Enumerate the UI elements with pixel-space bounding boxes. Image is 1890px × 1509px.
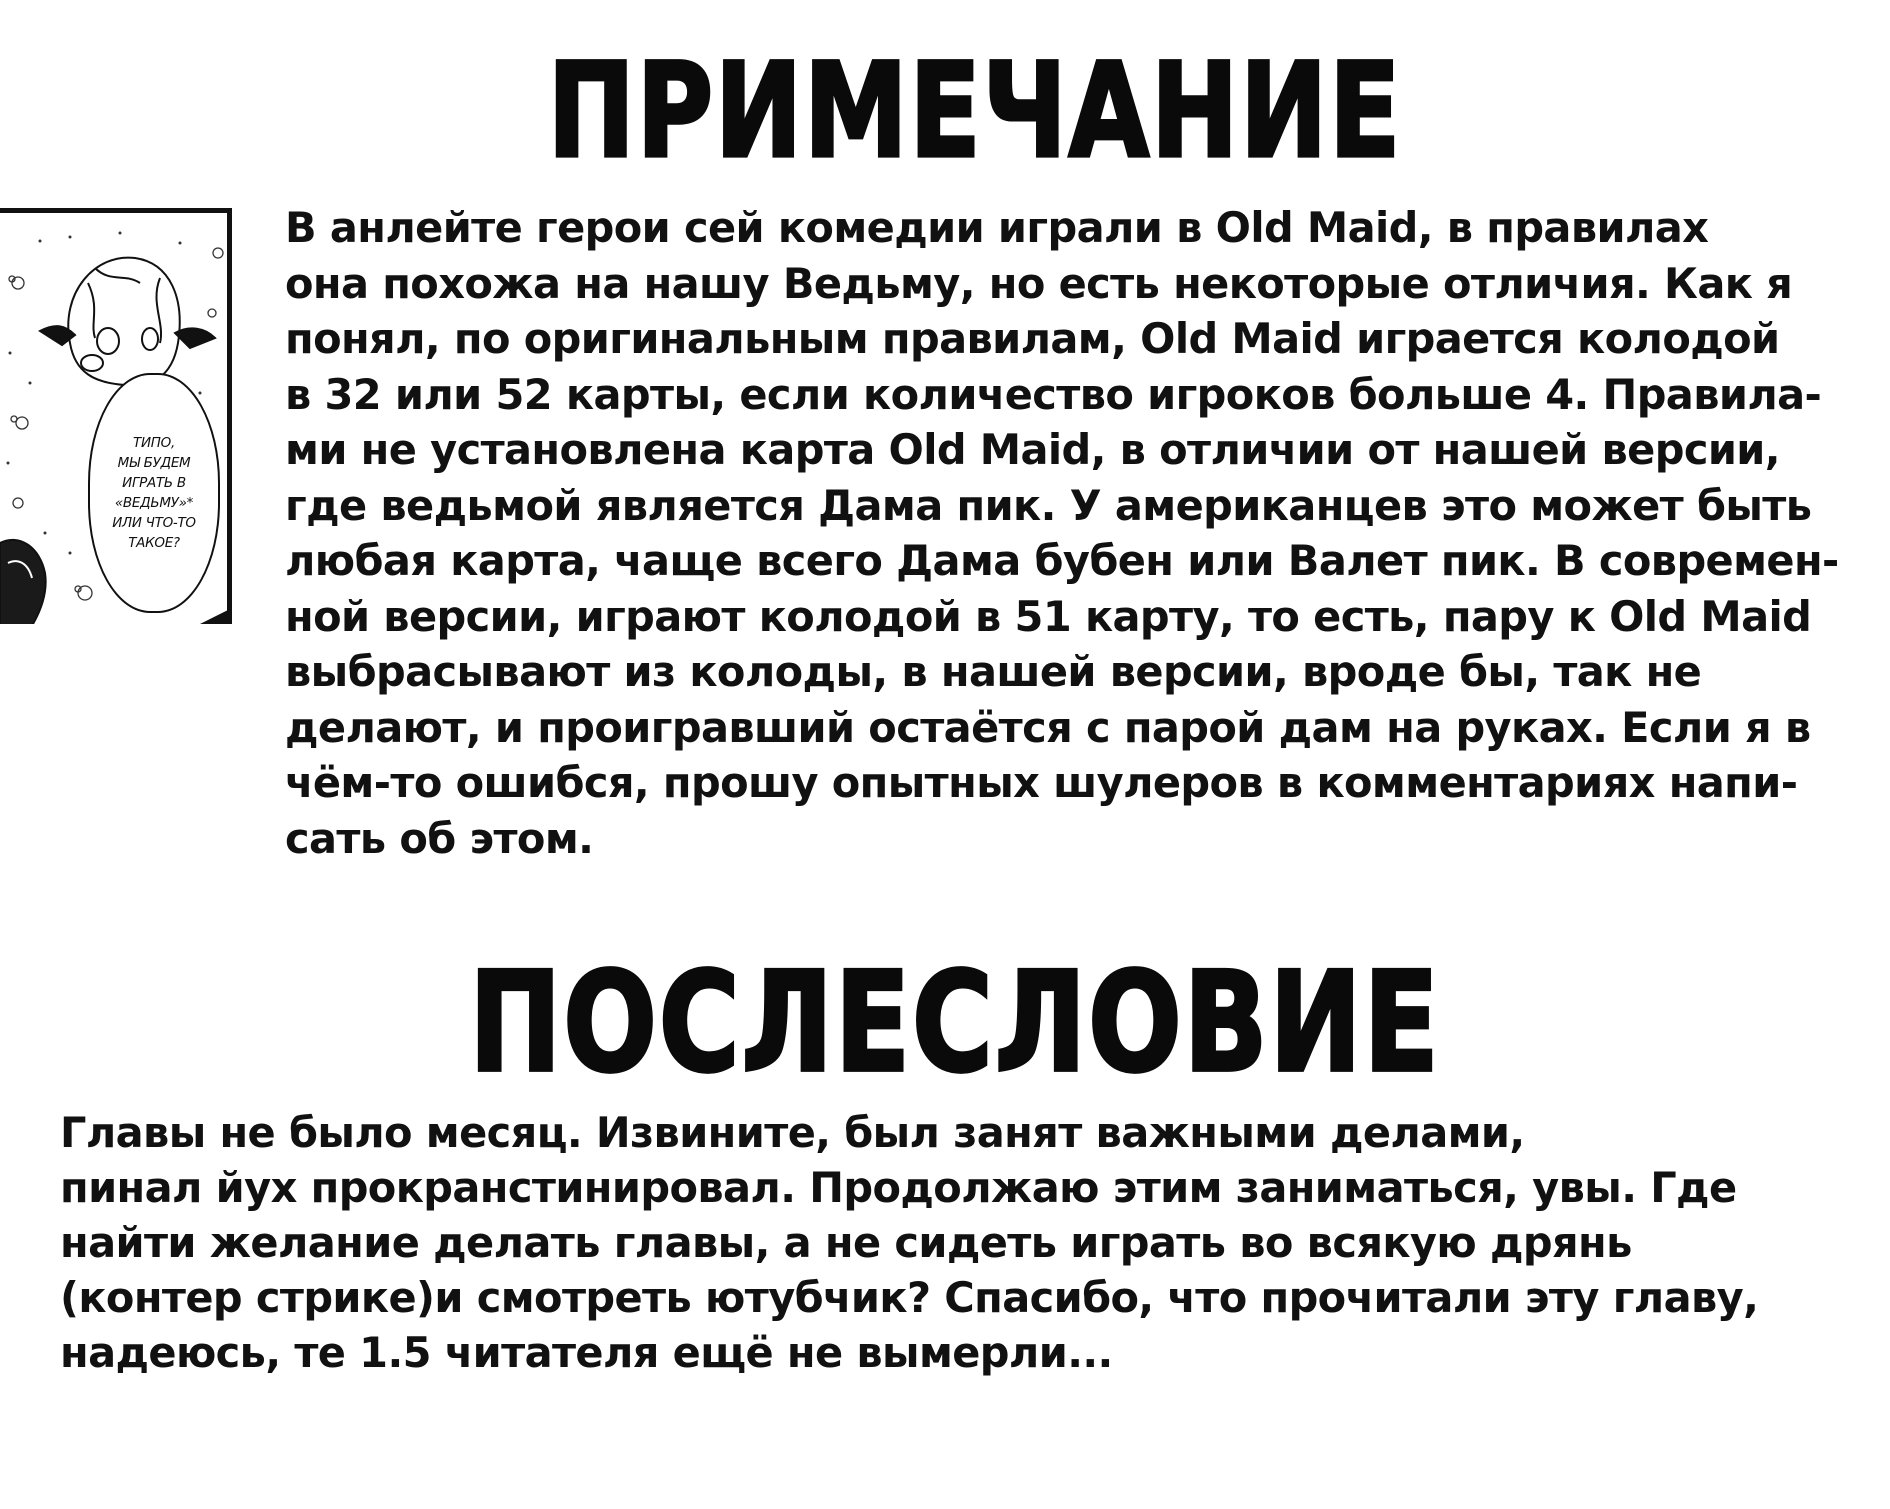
note-line: делают, и проигравший остаётся с парой дам на руках. Если я в [285,702,1811,752]
afterword-line: Главы не было месяц. Извините, был занят важными делами, [60,1108,1525,1157]
note-line: сать об этом. [285,813,594,863]
note-line: она похожа на нашу Ведьму, но есть некоторые отличия. Как я [285,258,1793,308]
note-title: ПРИМЕЧАНИЕ [547,34,1403,187]
note-line: выбрасывают из колоды, в нашей версии, вроде бы, так не [285,647,1702,696]
afterword-line: (контер стрике)и смотреть ютубчик? Спасибо, что прочитали эту главу, [60,1273,1759,1322]
afterword-line: найти желание делать главы, а не сидеть играть во всякую дрянь [60,1218,1632,1267]
afterword-line: надеюсь, те 1.5 читателя ещё не вымерли... [60,1328,1113,1377]
bubble-line: ИГРАТЬ В [122,475,186,491]
bubble-line: ИЛИ ЧТО-ТО [112,515,196,531]
speech-bubble [88,373,220,613]
note-line: где ведьмой является Дама пик. У американцев это может быть [285,480,1812,530]
note-line: В анлейте герои сей комедии играли в Old Maid, в правилах [285,203,1709,252]
afterword-paragraph [60,1105,1758,1380]
afterword-title: ПОСЛЕСЛОВИЕ [469,942,1441,1103]
note-line: ми не установлена карта Old Maid, в отличии от нашей версии, [285,425,1780,474]
manga-panel-image [0,208,232,624]
bubble-line: ТИПО, [133,435,175,451]
note-line: понял, по оригинальным правилам, Old Maid играется колодой [285,314,1780,363]
bubble-line: «ВЕДЬМУ»* [114,495,194,511]
bubble-line: МЫ БУДЕМ [117,455,191,471]
note-line: ной версии, играют колодой в 51 карту, то есть, пару к Old Maid [285,591,1812,641]
note-paragraph [285,200,1839,866]
note-line: чём-то ошибся, прошу опытных шулеров в комментариях напи- [285,758,1798,807]
afterword-line: пинал йух прокранстинировал. Продолжаю этим заниматься, увы. Где [60,1163,1737,1212]
note-line: в 32 или 52 карты, если количество игроков больше 4. Правила- [285,369,1822,419]
note-line: любая карта, чаще всего Дама бубен или Валет пик. В современ- [285,536,1839,585]
bubble-line: ТАКОЕ? [128,535,180,551]
